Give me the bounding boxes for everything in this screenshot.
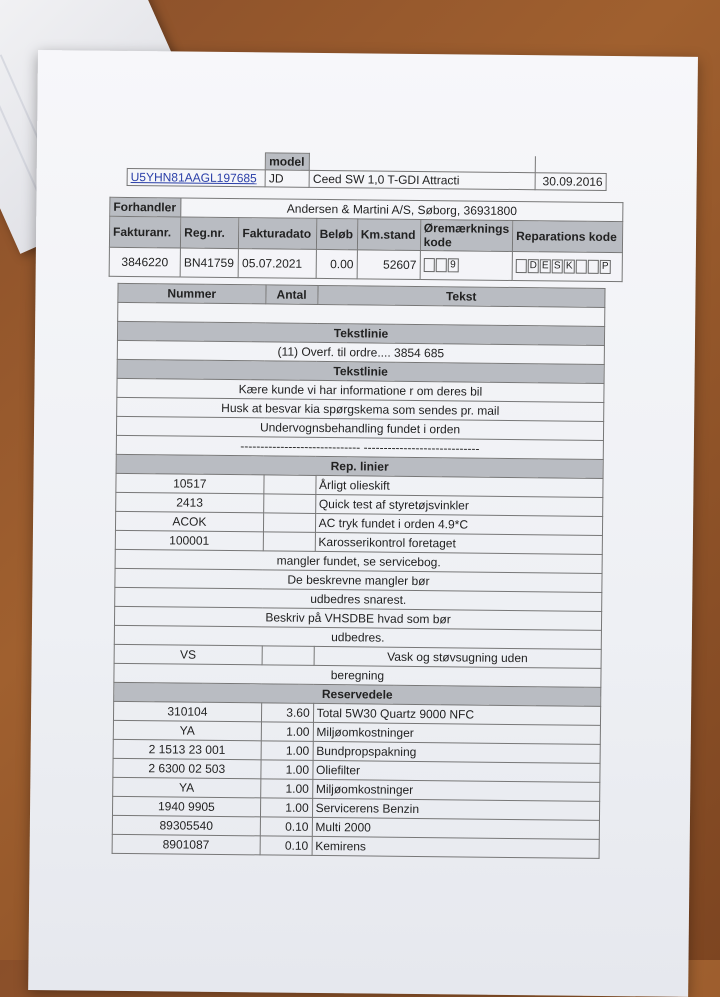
- section-tekstlinie: Tekstlinie: [117, 359, 604, 383]
- col-fakturadato: Fakturadato: [239, 218, 317, 250]
- rep-nummer: 100001: [115, 530, 263, 551]
- part-nummer: 310104: [113, 701, 261, 722]
- rep-antal: [264, 475, 316, 495]
- rep-code-boxes: [512, 251, 622, 281]
- text-line: Undervognsbehandling fundet i orden: [116, 416, 603, 440]
- rep-code-box: P: [600, 260, 611, 274]
- part-nummer: 89305540: [112, 815, 260, 836]
- section-tekstlinie: Tekstlinie: [117, 321, 604, 345]
- part-nummer: 1940 9905: [112, 796, 260, 817]
- col-kmstand: Km.stand: [357, 219, 420, 251]
- rep-note: udbedres snarest.: [115, 587, 602, 611]
- rep-code-box: E: [540, 260, 551, 274]
- part-tekst: Servicerens Benzin: [312, 798, 600, 820]
- rep-tekst: Quick test af styretøjsvinkler: [315, 494, 603, 516]
- dealer-label: Forhandler: [110, 197, 181, 217]
- part-tekst: Oliefilter: [312, 760, 600, 782]
- rep-code-box: [576, 260, 587, 274]
- rep-code-box: [516, 259, 527, 273]
- part-nummer: YA: [113, 720, 261, 741]
- part-tekst: Miljøomkostninger: [313, 722, 601, 744]
- part-antal: 1.00: [261, 760, 313, 780]
- fakturanr: 3846220: [109, 247, 180, 277]
- part-tekst: Total 5W30 Quartz 9000 NFC: [313, 703, 601, 725]
- table-row: [112, 834, 599, 858]
- part-nummer: 2 1513 23 001: [113, 739, 261, 760]
- regnr: BN41759: [180, 248, 239, 278]
- rep-nummer: 2413: [116, 492, 264, 513]
- vs-tekst: Vask og støvsugning uden: [314, 646, 602, 668]
- part-tekst: Miljøomkostninger: [312, 779, 600, 801]
- rep-antal: [263, 532, 315, 552]
- part-nummer: 8901087: [112, 834, 260, 855]
- model-code: JD: [265, 170, 309, 187]
- rep-antal: [263, 513, 315, 533]
- text-line: (11) Overf. til ordre.... 3854 685: [117, 340, 604, 364]
- part-tekst: Kemirens: [312, 836, 600, 858]
- part-antal: 1.00: [260, 779, 312, 799]
- model-header: model: [266, 153, 310, 170]
- rep-nummer: ACOK: [115, 511, 263, 532]
- part-antal: 1.00: [261, 741, 313, 761]
- text-line: Husk at besvar kia spørgskema som sendes pr. mail: [117, 397, 604, 421]
- belob: 0.00: [316, 249, 357, 278]
- ore-code-box: 9: [447, 259, 458, 273]
- col-rep-code: Reparations kode: [512, 220, 622, 252]
- vehicle-date: 30.09.2016: [535, 173, 606, 191]
- part-antal: 0.10: [260, 836, 312, 856]
- ore-code-box: [435, 259, 446, 273]
- part-tekst: Bundpropspakning: [313, 741, 601, 763]
- rep-antal: [263, 494, 315, 514]
- vs-nummer: VS: [114, 644, 262, 665]
- rep-code-box: K: [564, 260, 575, 274]
- kmstand: 52607: [357, 250, 420, 280]
- rep-code-box: S: [552, 260, 563, 274]
- col-antal: Antal: [266, 285, 318, 305]
- section-rep-lines: Rep. linier: [116, 454, 603, 478]
- rep-note: De beskrevne mangler bør: [115, 568, 602, 592]
- col-ore-code: Øremærknings kode: [420, 220, 513, 252]
- rep-tekst: AC tryk fundet i orden 4.9*C: [315, 513, 603, 535]
- lines-table: [112, 283, 606, 859]
- col-fakturanr: Fakturanr.: [109, 216, 180, 248]
- col-belob: Beløb: [316, 218, 357, 249]
- model-name: Ceed SW 1,0 T-GDI Attracti: [309, 170, 535, 189]
- vin-link[interactable]: U5YHN81AAGL197685: [127, 168, 265, 186]
- section-parts: Reservedele: [114, 682, 601, 706]
- part-nummer: 2 6300 02 503: [113, 758, 261, 779]
- rep-nummer: 10517: [116, 473, 264, 494]
- rep-note: mangler fundet, se servicebog.: [115, 549, 602, 573]
- rep-note: udbedres.: [114, 625, 601, 649]
- col-nummer: Nummer: [118, 283, 266, 304]
- rep-code-box: D: [528, 260, 539, 274]
- rep-note: Beskriv på VHSDBE hvad som bør: [114, 606, 601, 630]
- rep-tekst: Karosserikontrol foretaget: [315, 532, 603, 554]
- rep-tekst: Årligt olieskift: [315, 475, 603, 497]
- part-antal: 1.00: [260, 798, 312, 818]
- part-antal: 0.10: [260, 817, 312, 837]
- vs-tekst-cont: beregning: [114, 663, 601, 687]
- rep-code-box: [588, 260, 599, 274]
- vehicle-table: [127, 151, 607, 191]
- ore-code-box: [423, 258, 434, 272]
- ore-code-boxes: [420, 251, 513, 281]
- dealer-name: Andersen & Martini A/S, Søborg, 36931800: [181, 198, 623, 222]
- part-antal: 3.60: [261, 703, 313, 723]
- fakturadato: 05.07.2021: [238, 249, 316, 279]
- part-antal: 1.00: [261, 722, 313, 742]
- part-tekst: Multi 2000: [312, 817, 600, 839]
- text-line: Kære kunde vi har informatione r om deres bil: [117, 378, 604, 402]
- part-nummer: YA: [113, 777, 261, 798]
- dealer-table: [109, 197, 624, 282]
- col-tekst: Tekst: [317, 285, 605, 307]
- text-line: ------------------------------ -----------------------------: [116, 435, 603, 459]
- invoice-sheet: [28, 50, 698, 997]
- col-regnr: Reg.nr.: [181, 217, 240, 249]
